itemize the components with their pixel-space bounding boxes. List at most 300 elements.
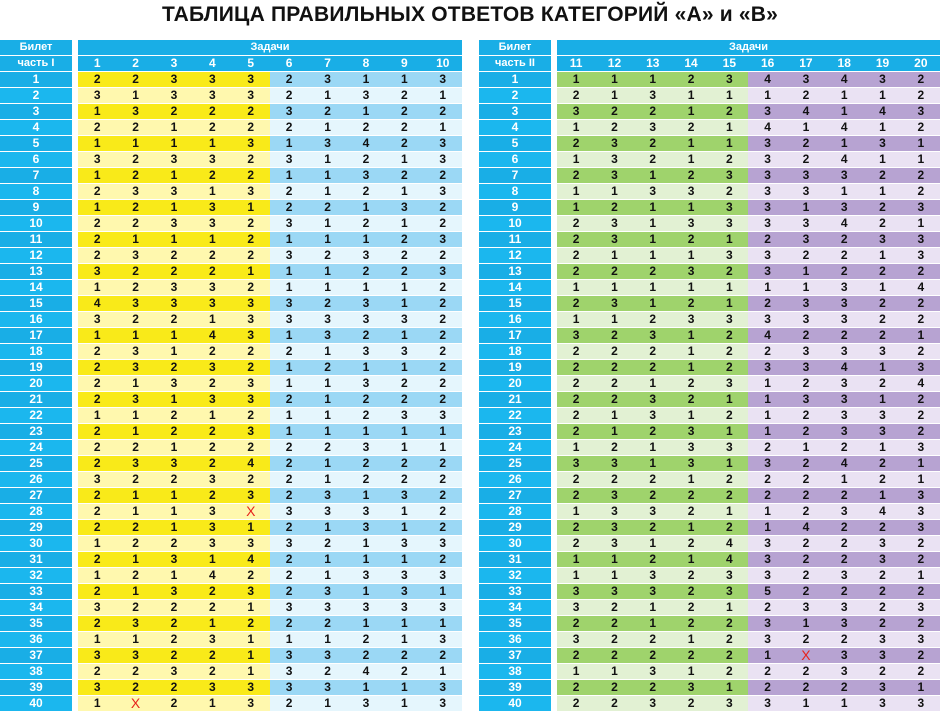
answer-cell: 1 <box>557 184 595 200</box>
answer-cell: 3 <box>155 584 193 600</box>
answer-cell: 2 <box>193 104 231 120</box>
answer-cell: 1 <box>595 248 633 264</box>
answer-cell: 3 <box>424 696 462 712</box>
answer-cell: 3 <box>902 632 940 648</box>
answer-cell: 2 <box>710 184 748 200</box>
answer-cell: 3 <box>270 248 308 264</box>
ticket-number: 28 <box>0 504 72 520</box>
answer-cell: 2 <box>308 440 346 456</box>
answer-cell: 2 <box>863 520 901 536</box>
answer-cell: 3 <box>710 216 748 232</box>
answer-cell: 3 <box>672 264 710 280</box>
answer-cell: 1 <box>634 248 672 264</box>
answer-cell: 2 <box>710 408 748 424</box>
answer-cell: 3 <box>232 88 270 104</box>
answer-cell: 2 <box>557 376 595 392</box>
ticket-number: 5 <box>479 136 551 152</box>
answer-cell: 1 <box>116 88 154 104</box>
ticket-row <box>479 88 940 104</box>
answer-cell: 1 <box>634 296 672 312</box>
answer-cell: 2 <box>557 296 595 312</box>
answer-cell: 3 <box>385 600 423 616</box>
answer-cell: 2 <box>748 664 786 680</box>
answer-cell: 1 <box>595 280 633 296</box>
answer-cell: 2 <box>116 520 154 536</box>
answer-cell: 2 <box>78 392 116 408</box>
answer-cell: 3 <box>863 552 901 568</box>
ticket-row <box>0 456 462 472</box>
answer-cell: 2 <box>787 456 825 472</box>
answer-cell: 2 <box>902 552 940 568</box>
answer-cell: 2 <box>155 616 193 632</box>
answer-cell: 4 <box>863 104 901 120</box>
answer-cell: 2 <box>424 392 462 408</box>
answer-cell: 2 <box>193 376 231 392</box>
answer-cell: 1 <box>902 680 940 696</box>
ticket-row <box>0 568 462 584</box>
answer-cell: 2 <box>116 280 154 296</box>
answer-cell: 3 <box>347 312 385 328</box>
answer-cell: 1 <box>116 552 154 568</box>
answer-cell: 2 <box>595 264 633 280</box>
answer-cell: 2 <box>232 440 270 456</box>
answer-cell: 1 <box>710 120 748 136</box>
answer-cell: 3 <box>787 312 825 328</box>
answer-cell: 1 <box>385 328 423 344</box>
answer-cell: 2 <box>710 472 748 488</box>
answer-cell: 1 <box>155 136 193 152</box>
ticket-number: 18 <box>0 344 72 360</box>
answer-cell: 2 <box>424 248 462 264</box>
answer-cell: 1 <box>672 104 710 120</box>
page-title: ТАБЛИЦА ПРАВИЛЬНЫХ ОТВЕТОВ КАТЕГОРИЙ «А» и «В» <box>161 3 779 26</box>
answer-cell: 2 <box>424 456 462 472</box>
answer-cell: 1 <box>155 120 193 136</box>
answer-cell: 3 <box>232 184 270 200</box>
answer-cell: 3 <box>424 568 462 584</box>
answer-cell: 1 <box>308 216 346 232</box>
answer-cell: 2 <box>78 488 116 504</box>
answer-cell: 3 <box>155 376 193 392</box>
answer-cell: 3 <box>78 472 116 488</box>
ticket-number: 23 <box>0 424 72 440</box>
answer-cell: 1 <box>347 104 385 120</box>
answer-cell: 2 <box>116 536 154 552</box>
answer-cell: 3 <box>155 664 193 680</box>
answer-cell: 2 <box>672 376 710 392</box>
ticket-number: 16 <box>0 312 72 328</box>
answer-cell: 2 <box>557 696 595 712</box>
answer-cell: 3 <box>270 664 308 680</box>
answer-cell: 3 <box>308 648 346 664</box>
answer-cell: 3 <box>193 200 231 216</box>
ticket-number: 13 <box>0 264 72 280</box>
answer-cell: 1 <box>634 456 672 472</box>
answer-cell: 2 <box>595 360 633 376</box>
ticket-number: 33 <box>0 584 72 600</box>
ticket-number: 21 <box>479 392 551 408</box>
answer-cell: 2 <box>902 664 940 680</box>
answer-cell: 2 <box>116 312 154 328</box>
answer-cell: 1 <box>557 200 595 216</box>
answer-cell: 4 <box>787 104 825 120</box>
answer-cell: 2 <box>710 520 748 536</box>
answer-cell: 1 <box>787 120 825 136</box>
answer-cell: 2 <box>787 680 825 696</box>
answer-cell: 2 <box>308 104 346 120</box>
answer-cell: 1 <box>308 120 346 136</box>
answer-cell: 2 <box>385 120 423 136</box>
answer-cell: 3 <box>308 680 346 696</box>
answer-cell: 2 <box>347 264 385 280</box>
answer-cell: 4 <box>347 136 385 152</box>
answer-cell: 1 <box>270 376 308 392</box>
answer-cell: 2 <box>232 280 270 296</box>
ticket-row <box>479 152 940 168</box>
answer-cell: 3 <box>672 216 710 232</box>
answer-cell: 3 <box>634 584 672 600</box>
ticket-column-header: Билет <box>0 40 72 56</box>
answer-cell: 3 <box>863 536 901 552</box>
ticket-number: 20 <box>479 376 551 392</box>
answer-cell: 3 <box>308 312 346 328</box>
answer-cell: 2 <box>347 120 385 136</box>
answer-cell: 2 <box>270 520 308 536</box>
answer-cell: 1 <box>347 280 385 296</box>
ticket-number: 35 <box>0 616 72 632</box>
answer-cell: 2 <box>787 376 825 392</box>
answer-cell: 1 <box>270 632 308 648</box>
header-row-task-numbers <box>0 56 462 72</box>
ticket-number: 36 <box>0 632 72 648</box>
answer-cell: 1 <box>270 232 308 248</box>
ticket-number: 38 <box>479 664 551 680</box>
answer-cell: 2 <box>155 360 193 376</box>
answer-cell: 3 <box>232 536 270 552</box>
answer-cell: 1 <box>557 280 595 296</box>
answer-cell: 3 <box>595 152 633 168</box>
answer-cell: 3 <box>748 536 786 552</box>
answer-cell: 3 <box>116 248 154 264</box>
answer-cell: 3 <box>193 360 231 376</box>
ticket-row <box>0 648 462 664</box>
ticket-number: 33 <box>479 584 551 600</box>
answer-cell: 2 <box>270 344 308 360</box>
ticket-row <box>479 600 940 616</box>
answer-cell: 3 <box>634 120 672 136</box>
ticket-row <box>0 424 462 440</box>
task-number-header: 18 <box>825 56 863 72</box>
answer-cell: 2 <box>672 72 710 88</box>
answer-cell: 3 <box>825 344 863 360</box>
answer-cell: 2 <box>672 296 710 312</box>
answer-cell: 2 <box>78 552 116 568</box>
answer-cell: 1 <box>672 88 710 104</box>
answer-cell: 2 <box>710 344 748 360</box>
answer-cell: 2 <box>863 376 901 392</box>
answer-cell: 1 <box>116 584 154 600</box>
answer-cell: 3 <box>270 648 308 664</box>
answer-cell: 3 <box>116 344 154 360</box>
answer-cell: 3 <box>672 440 710 456</box>
ticket-number: 1 <box>0 72 72 88</box>
ticket-number: 25 <box>0 456 72 472</box>
answer-cell: 1 <box>308 696 346 712</box>
answer-cell: 3 <box>863 136 901 152</box>
ticket-row <box>0 440 462 456</box>
answer-cell: 1 <box>116 424 154 440</box>
answer-cell: 3 <box>116 456 154 472</box>
answer-cell: 2 <box>78 216 116 232</box>
answer-cell: 2 <box>193 264 231 280</box>
answer-cell: 2 <box>116 472 154 488</box>
answer-cell: 3 <box>902 520 940 536</box>
answer-cell: 2 <box>672 232 710 248</box>
answer-cell: 3 <box>748 152 786 168</box>
answer-cell: 2 <box>634 680 672 696</box>
answer-cell: 1 <box>557 440 595 456</box>
answer-cell: 3 <box>424 408 462 424</box>
answer-cell: 3 <box>557 584 595 600</box>
answer-cell: 2 <box>902 88 940 104</box>
answer-cell: 2 <box>672 696 710 712</box>
ticket-row <box>479 632 940 648</box>
answer-cell: 1 <box>116 376 154 392</box>
answer-cell: 1 <box>385 280 423 296</box>
answer-cell: 3 <box>385 488 423 504</box>
ticket-number: 27 <box>0 488 72 504</box>
answer-cell: 2 <box>634 520 672 536</box>
answer-cell: 4 <box>863 504 901 520</box>
ticket-number: 9 <box>0 200 72 216</box>
answer-cell: 1 <box>78 136 116 152</box>
answer-cell: 3 <box>155 552 193 568</box>
answer-cell: 1 <box>902 328 940 344</box>
answer-cell: 3 <box>78 600 116 616</box>
answer-cell: 2 <box>385 248 423 264</box>
answer-cell: 2 <box>78 184 116 200</box>
answer-cell: 2 <box>787 504 825 520</box>
ticket-number: 17 <box>479 328 551 344</box>
answer-cell: 2 <box>270 568 308 584</box>
answer-cell: 3 <box>863 408 901 424</box>
answer-cell: 3 <box>634 392 672 408</box>
answer-cell: 2 <box>710 664 748 680</box>
answer-cell: 1 <box>902 456 940 472</box>
answer-cell: 3 <box>634 88 672 104</box>
answer-cell: 2 <box>232 168 270 184</box>
answer-cell: 2 <box>232 568 270 584</box>
answer-cell: 4 <box>825 72 863 88</box>
answer-cell: 2 <box>347 184 385 200</box>
answer-cell: 2 <box>557 680 595 696</box>
answer-cell: 2 <box>863 168 901 184</box>
answer-cell: 2 <box>863 584 901 600</box>
answer-cell: 4 <box>748 72 786 88</box>
ticket-row <box>0 88 462 104</box>
answer-cell: 3 <box>347 344 385 360</box>
ticket-row <box>479 408 940 424</box>
answer-cell: 1 <box>557 568 595 584</box>
task-number-header: 17 <box>787 56 825 72</box>
task-number-header: 1 <box>78 56 116 72</box>
answer-cell: 1 <box>193 312 231 328</box>
answer-cell: 1 <box>787 696 825 712</box>
answer-cell: 1 <box>825 696 863 712</box>
answer-cell: 3 <box>270 536 308 552</box>
answer-cell: 3 <box>825 168 863 184</box>
answer-cell: 1 <box>308 344 346 360</box>
answer-cell: 1 <box>787 280 825 296</box>
answer-cell: 3 <box>710 440 748 456</box>
answer-cell: 1 <box>748 408 786 424</box>
answer-cell: 3 <box>595 584 633 600</box>
answer-cell: 2 <box>825 488 863 504</box>
answer-cell: 2 <box>78 616 116 632</box>
answer-cell: 2 <box>270 472 308 488</box>
task-number-header: 12 <box>595 56 633 72</box>
answer-cell: 2 <box>116 568 154 584</box>
answer-cell: 1 <box>424 584 462 600</box>
ticket-number: 27 <box>479 488 551 504</box>
ticket-number: 18 <box>479 344 551 360</box>
ticket-number: 28 <box>479 504 551 520</box>
answer-cell: 3 <box>270 312 308 328</box>
answer-cell: 3 <box>634 568 672 584</box>
answer-cell: 1 <box>748 504 786 520</box>
answer-cell: 3 <box>424 536 462 552</box>
ticket-number: 2 <box>0 88 72 104</box>
answer-cell: 2 <box>155 680 193 696</box>
answer-cell: 1 <box>710 424 748 440</box>
answer-cell: 2 <box>193 440 231 456</box>
answer-cell: 3 <box>155 72 193 88</box>
answer-cell: 2 <box>424 488 462 504</box>
answer-cell: 2 <box>270 120 308 136</box>
answer-cell: 3 <box>424 184 462 200</box>
ticket-row <box>479 616 940 632</box>
answer-cell: 2 <box>347 472 385 488</box>
answer-cell: 3 <box>347 440 385 456</box>
ticket-number: 7 <box>479 168 551 184</box>
answer-cell: 2 <box>787 424 825 440</box>
answer-cell: 3 <box>863 680 901 696</box>
answer-cell: 3 <box>116 616 154 632</box>
ticket-number: 25 <box>479 456 551 472</box>
answer-cell: 2 <box>902 424 940 440</box>
answer-cell: 2 <box>155 472 193 488</box>
answer-cell: 2 <box>424 504 462 520</box>
answer-cell: 3 <box>193 296 231 312</box>
answer-cell: 3 <box>193 520 231 536</box>
answer-cell: 3 <box>270 104 308 120</box>
ticket-number: 23 <box>479 424 551 440</box>
answer-cell: 1 <box>634 72 672 88</box>
answer-cell: 1 <box>595 408 633 424</box>
answer-cell: 1 <box>270 136 308 152</box>
answer-cell: 2 <box>634 488 672 504</box>
answer-cell: 2 <box>155 424 193 440</box>
answer-cell: 3 <box>385 200 423 216</box>
answer-cell: 3 <box>385 584 423 600</box>
answer-cell: 1 <box>385 360 423 376</box>
ticket-number: 17 <box>0 328 72 344</box>
answer-cell: 1 <box>308 88 346 104</box>
answer-cell: 3 <box>347 296 385 312</box>
answer-cell: 2 <box>270 552 308 568</box>
answer-cell: 1 <box>710 88 748 104</box>
answer-cell: 3 <box>710 200 748 216</box>
answer-cell: 2 <box>193 456 231 472</box>
ticket-row <box>0 152 462 168</box>
answer-cell: 3 <box>270 152 308 168</box>
answer-cell: 3 <box>748 264 786 280</box>
answer-cell: 1 <box>78 328 116 344</box>
answer-cell: 3 <box>232 376 270 392</box>
answer-cell: 3 <box>193 680 231 696</box>
answer-cell: 2 <box>78 456 116 472</box>
ticket-row <box>0 248 462 264</box>
ticket-row <box>0 200 462 216</box>
answer-cell: 3 <box>595 488 633 504</box>
answer-cell: 2 <box>634 648 672 664</box>
answer-cell: 1 <box>748 424 786 440</box>
answer-cell: 2 <box>634 344 672 360</box>
answer-cell: 2 <box>595 680 633 696</box>
answer-cell: 2 <box>595 120 633 136</box>
ticket-row <box>479 216 940 232</box>
answer-cell: 1 <box>902 136 940 152</box>
answer-cell: 1 <box>748 520 786 536</box>
answer-cell: 3 <box>787 216 825 232</box>
answer-cell: 2 <box>672 488 710 504</box>
answer-cell: 1 <box>78 568 116 584</box>
answer-cell: 2 <box>748 472 786 488</box>
ticket-number: 15 <box>479 296 551 312</box>
answer-cell: 3 <box>78 88 116 104</box>
answer-cell: 1 <box>347 616 385 632</box>
ticket-number: 32 <box>479 568 551 584</box>
answer-cell: 1 <box>557 552 595 568</box>
ticket-number: 4 <box>479 120 551 136</box>
answer-cell: 3 <box>308 600 346 616</box>
answer-cell: 1 <box>308 392 346 408</box>
answer-cell: 2 <box>424 312 462 328</box>
answer-cell: 1 <box>308 456 346 472</box>
answer-cell: 2 <box>902 408 940 424</box>
ticket-row <box>479 536 940 552</box>
answer-cell: 1 <box>557 120 595 136</box>
answer-cell: 2 <box>595 696 633 712</box>
answer-cell: 2 <box>902 584 940 600</box>
answer-cell: 3 <box>787 72 825 88</box>
answer-cell: 3 <box>385 568 423 584</box>
answer-cell: 3 <box>748 168 786 184</box>
answer-cell: 3 <box>634 408 672 424</box>
ticket-row <box>0 408 462 424</box>
answer-cell: 3 <box>232 584 270 600</box>
ticket-number: 34 <box>479 600 551 616</box>
answer-cell: 2 <box>710 152 748 168</box>
answer-cell: 2 <box>787 488 825 504</box>
answer-cell: 2 <box>863 472 901 488</box>
answer-cell: 2 <box>902 72 940 88</box>
answer-cell: 2 <box>78 232 116 248</box>
answer-cell: 2 <box>193 488 231 504</box>
answer-cell: 2 <box>116 168 154 184</box>
answer-cell: 1 <box>672 344 710 360</box>
answer-cell: 2 <box>557 472 595 488</box>
